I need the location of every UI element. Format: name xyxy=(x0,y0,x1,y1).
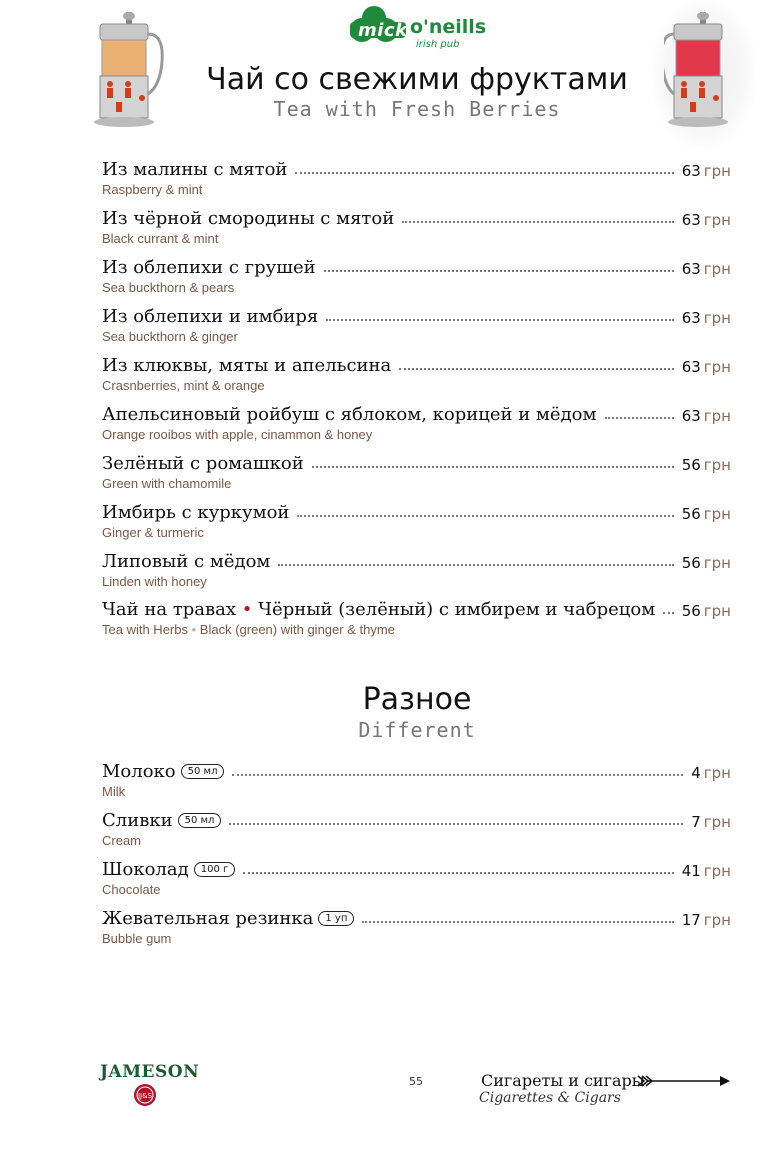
leader-dots xyxy=(278,564,673,566)
item-price: 63 грн xyxy=(681,211,731,229)
menu-item xyxy=(102,596,731,637)
item-name-en: Chocolate xyxy=(102,882,161,897)
menu-item xyxy=(102,499,731,540)
jameson-wordmark: JAMESON xyxy=(100,1062,200,1082)
logo-word-oneills: o'neills xyxy=(410,16,487,38)
item-price: 56 грн xyxy=(681,554,731,572)
item-price: 63 грн xyxy=(681,309,731,327)
leader-dots xyxy=(326,319,673,321)
portion-badge: 50 мл xyxy=(178,813,222,828)
arrow-right-icon[interactable] xyxy=(636,1073,732,1089)
item-name: Жевательная резинка xyxy=(102,908,314,929)
item-name: Шоколад xyxy=(102,859,189,880)
item-name-en: Crasnberries, mint & orange xyxy=(102,378,265,393)
leader-dots xyxy=(605,417,674,419)
item-name: Апельсиновый ройбуш с яблоком, корицей и мёдом xyxy=(102,404,597,425)
item-name: Молоко xyxy=(102,761,176,782)
item-price: 63 грн xyxy=(681,162,731,180)
leader-dots xyxy=(362,921,673,923)
leader-dots xyxy=(402,221,673,223)
item-name-en: Black currant & mint xyxy=(102,231,219,246)
portion-badge: 100 г xyxy=(194,862,236,877)
section-title-en-different: Different xyxy=(358,718,476,742)
item-name-en: Cream xyxy=(102,833,142,848)
item-name: Чай на травах • Чёрный (зелёный) с имбирем и чабрецом xyxy=(102,599,656,620)
item-price: 17 грн xyxy=(681,911,731,929)
item-name-en: Sea buckthorn & ginger xyxy=(102,329,238,344)
item-name: Из чёрной смородины с мятой xyxy=(102,208,395,229)
item-name: Из облепихи и имбиря xyxy=(102,306,319,327)
item-name: Липовый с мёдом xyxy=(102,551,271,572)
page-number: 55 xyxy=(409,1075,423,1088)
item-price: 56 грн xyxy=(681,456,731,474)
next-section-link-en[interactable]: Cigarettes & Cigars xyxy=(479,1090,621,1106)
menu-item xyxy=(102,758,731,799)
mick-oneills-logo xyxy=(346,4,496,52)
item-price: 63 грн xyxy=(681,260,731,278)
section-title-en: Tea with Fresh Berries xyxy=(273,97,561,121)
menu-item xyxy=(102,905,731,946)
leader-dots xyxy=(295,172,673,174)
menu-item xyxy=(102,856,731,897)
item-name: Из облепихи с грушей xyxy=(102,257,316,278)
item-price: 4 грн xyxy=(691,764,731,782)
leader-dots xyxy=(312,466,674,468)
item-name: Имбирь с куркумой xyxy=(102,502,290,523)
leader-dots xyxy=(229,823,683,825)
item-name-en: Milk xyxy=(102,784,126,799)
menu-item xyxy=(102,254,731,295)
portion-badge: 50 мл xyxy=(181,764,225,779)
item-name-en: Ginger & turmeric xyxy=(102,525,204,540)
leader-dots xyxy=(399,368,673,370)
menu-item xyxy=(102,303,731,344)
section-title-ru-different: Разное xyxy=(362,682,472,717)
logo-word-irish-pub: irish pub xyxy=(416,39,460,50)
item-name-en: Linden with honey xyxy=(102,574,207,589)
leader-dots xyxy=(232,774,683,776)
portion-badge: 1 уп xyxy=(318,911,354,926)
jameson-logo xyxy=(100,1060,200,1110)
menu-item xyxy=(102,156,731,197)
item-price: 56 грн xyxy=(681,505,731,523)
item-price: 56 грн xyxy=(681,602,731,620)
item-name-en: Raspberry & mint xyxy=(102,182,203,197)
item-name-en: Tea with Herbs • Black (green) with ginger & thyme xyxy=(102,622,395,637)
item-price: 63 грн xyxy=(681,358,731,376)
menu-item xyxy=(102,401,731,442)
item-price: 41 грн xyxy=(681,862,731,880)
item-name: Сливки xyxy=(102,810,173,831)
item-name: Из малины с мятой xyxy=(102,159,288,180)
menu-item xyxy=(102,548,731,589)
next-section-link-ru[interactable]: Сигареты и сигары xyxy=(481,1071,645,1090)
item-name-en: Bubble gum xyxy=(102,931,172,946)
menu-item xyxy=(102,450,731,491)
seal-text: JJ&S xyxy=(137,1092,153,1100)
item-name-en: Orange rooibos with apple, cinammon & honey xyxy=(102,427,373,442)
item-price: 63 грн xyxy=(681,407,731,425)
logo-word-mick: mick xyxy=(358,20,408,41)
menu-item xyxy=(102,807,731,848)
menu-item xyxy=(102,352,731,393)
item-name: Зелёный с ромашкой xyxy=(102,453,304,474)
item-name-en: Sea buckthorn & pears xyxy=(102,280,235,295)
section-title-ru: Чай со свежими фруктами xyxy=(206,62,628,97)
leader-dots xyxy=(297,515,673,517)
bullet-separator: • xyxy=(241,599,253,620)
item-name: Из клюквы, мяты и апельсина xyxy=(102,355,392,376)
menu-item xyxy=(102,205,731,246)
item-price: 7 грн xyxy=(691,813,731,831)
leader-dots xyxy=(663,612,673,614)
leader-dots xyxy=(243,872,673,874)
jameson-seal-icon xyxy=(100,1060,194,1110)
leader-dots xyxy=(324,270,674,272)
item-name-en: Green with chamomile xyxy=(102,476,232,491)
